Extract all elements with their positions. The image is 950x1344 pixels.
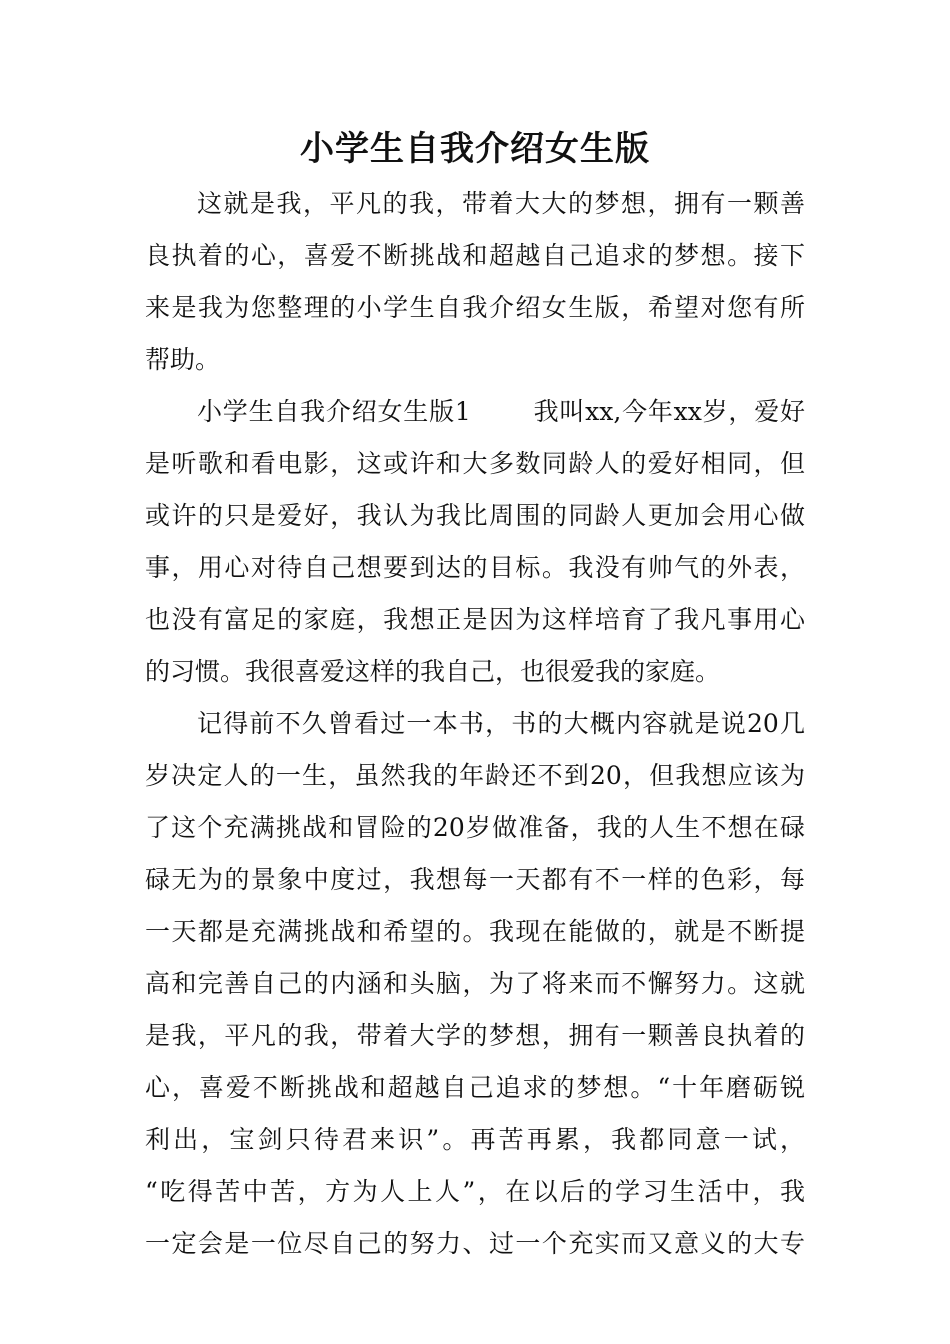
paragraph-line: 碌无为的景象中度过，我想每一天都有不一样的色彩，每	[145, 865, 805, 894]
section-first-line: 我叫xx,今年xx岁，爱好	[532, 397, 805, 426]
paragraph-line: 一定会是一位尽自己的努力、过一个充实而又意义的大专	[145, 1229, 805, 1258]
paragraph-line: 这就是我，平凡的我，带着大大的梦想，拥有一颗善	[197, 189, 805, 218]
paragraph-line: 是我，平凡的我，带着大学的梦想，拥有一颗善良执着的	[145, 1021, 805, 1050]
paragraph-line: 记得前不久曾看过一本书，书的大概内容就是说20几	[197, 709, 805, 738]
paragraph-line: 一天都是充满挑战和希望的。我现在能做的，就是不断提	[145, 917, 805, 946]
paragraph-line: 来是我为您整理的小学生自我介绍女生版，希望对您有所	[145, 293, 805, 322]
paragraph-line: 或许的只是爱好，我认为我比周围的同龄人更加会用心做	[145, 501, 805, 530]
document-title: 小学生自我介绍女生版	[300, 129, 650, 169]
paragraph-line: 良执着的心，喜爱不断挑战和超越自己追求的梦想。接下	[145, 241, 805, 270]
paragraph-line: 心，喜爱不断挑战和超越自己追求的梦想。“十年磨砺锐	[145, 1073, 805, 1102]
section-heading-line	[197, 386, 805, 438]
paragraph-line: “吃得苦中苦，方为人上人”，在以后的学习生活中，我	[145, 1177, 805, 1206]
paragraph-line: 是听歌和看电影，这或许和大多数同龄人的爱好相同，但	[145, 449, 805, 478]
paragraph-line: 了这个充满挑战和冒险的20岁做准备，我的人生不想在碌	[145, 813, 805, 842]
paragraph-line: 帮助。	[145, 345, 221, 374]
section-heading: 小学生自我介绍女生版1	[197, 397, 471, 426]
paragraph-line: 也没有富足的家庭，我想正是因为这样培育了我凡事用心	[145, 605, 805, 634]
paragraph-line: 岁决定人的一生，虽然我的年龄还不到20，但我想应该为	[145, 761, 805, 790]
paragraph-line: 的习惯。我很喜爱这样的我自己，也很爱我的家庭。	[145, 657, 721, 686]
paragraph-line: 高和完善自己的内涵和头脑，为了将来而不懈努力。这就	[145, 969, 805, 998]
paragraph-line: 事，用心对待自己想要到达的目标。我没有帅气的外表，	[145, 553, 805, 582]
paragraph-line: 利出，宝剑只待君来识”。再苦再累，我都同意一试，	[145, 1125, 805, 1154]
